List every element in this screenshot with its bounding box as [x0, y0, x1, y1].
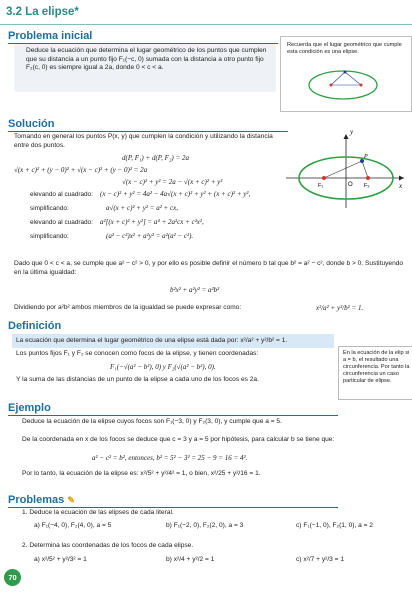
definicion-line-3: F₁(−√(a² − b²), 0) y F₂(√(a² − b²), 0). [110, 363, 216, 371]
hint-box [280, 36, 412, 112]
ejemplo-line-3: Por lo tanto, la ecuación de la elipse es: x²/5² + y²/4² = 1, o bien, x²/25 + y²/16 = 1. [22, 470, 261, 477]
solucion-eq-3: √(x − c)² + y² = 2a − √(x + c)² + y² [122, 178, 223, 186]
definicion-line-1: La ecuación que determina el lugar geométrico de una elipse está dada por: x²/a² + y²/b² = 1. [16, 337, 288, 344]
definicion-highlight [12, 334, 334, 348]
f1-label: F₁ [318, 183, 324, 189]
solucion-eq-7: (a² − c²)x² + a²y² = a²(a² − c²). [106, 232, 194, 240]
ejemplo-underline [8, 415, 338, 416]
x-axis-arrow [399, 176, 404, 181]
label-elevando-2: elevando al cuadrado: [30, 219, 93, 226]
problemas-underline [8, 507, 338, 508]
solucion-eq-9: x²/a² + y²/b² = 1. [316, 304, 364, 312]
problema-2: 2. Determina las coordenadas de los focos de cada elipse. [22, 542, 194, 549]
hint-segment-2 [345, 72, 361, 85]
problema-1a: a) F₁(−4, 0), F₂(4, 0), a = 5 [34, 522, 112, 529]
definicion-heading: Definición [8, 320, 62, 332]
hint-point [344, 71, 347, 74]
ellipse-graph [282, 128, 408, 212]
pencil-icon: ✎ [67, 495, 75, 505]
ejemplo-eq: a² − c² = b², entonces, b² = 5² − 3² = 25 − 9 = 16 = 4². [92, 454, 248, 462]
ejemplo-heading: Ejemplo [8, 402, 51, 414]
problemas-heading [8, 494, 75, 506]
definicion-line-2: Los puntos fijos F₁ y F₂ se conocen como focos de la elipse, y tienen coordenadas: [16, 350, 259, 357]
problema-1b: b) F₁(−2, 0), F₂(2, 0), a = 3 [166, 522, 244, 529]
origin-label: O [348, 182, 353, 188]
hint-ellipse-figure [281, 63, 411, 107]
problema-2a: a) x²/5² + y²/3² = 1 [34, 556, 87, 563]
problema-2b: b) x²/4 + y²/2 = 1 [166, 556, 215, 563]
f2-label: F₂ [364, 183, 370, 189]
y-axis-arrow [344, 134, 349, 139]
page-number: 70 [4, 569, 21, 586]
problema-1c: c) F₁(−1, 0), F₂(1, 0), a = 2 [296, 522, 373, 529]
solucion-underline [8, 131, 288, 132]
distance-pf1 [324, 161, 362, 178]
focus-f2 [366, 176, 370, 180]
y-axis-label: y [350, 128, 354, 136]
solucion-para-1: Dado que 0 < c < a, se cumple que a² − c² > 0, y por ello es posible definir el número b tal que b² = a² − c², donde b > 0. Sustituyendo en la última igualdad: [14, 260, 404, 276]
problemas-heading-text: Problemas [8, 494, 65, 506]
solucion-intro: Tomando en general los puntos P(x, y) que cumplen la condición y utilizando la distancia entre dos puntos. [14, 133, 273, 149]
hint-segment-1 [331, 72, 345, 85]
focus-f1 [322, 176, 326, 180]
problema-1: 1. Deduce la ecuación de las elipses de cada literal. [22, 509, 174, 516]
distance-pf2 [362, 161, 368, 178]
section-title: 3.2 La elipse* [6, 6, 79, 18]
ejemplo-line-2: De la coordenada en x de los focos se deduce que c = 3 y a = 5 por hipótesis, para calcular b se tiene que: [22, 436, 335, 443]
ejemplo-line-1: Deduce la ecuación de la elipse cuyos focos son F₁(−3, 0) y F₂(3, 0), y cumple que a = 5. [22, 418, 282, 425]
solucion-eq-4: (x − c)² + y² = 4a² − 4a√(x + c)² + y² + (x + c)² + y², [100, 190, 251, 198]
p-label: P [364, 154, 368, 160]
label-simplificando-2: simplificando: [30, 233, 69, 240]
definicion-side-text: En la ecuación de la elip si a = b, el resultado una circunferencia. Por tanto la circunferencia un caso particular de elipse. [343, 350, 410, 384]
problema-inicial-box [14, 44, 276, 92]
solucion-para-2: Dividiendo por a²b² ambos miembros de la igualdad se puede expresar como: [14, 304, 242, 311]
hint-focus-2 [360, 84, 363, 87]
solucion-eq-8: b²x² + a²y² = a²b² [170, 286, 220, 294]
label-simplificando: simplificando: [30, 205, 69, 212]
hint-text: Recuerda que el lugar geométrico que cumple esta condición es una elipse. [287, 42, 402, 55]
solucion-eq-6: a²[(x + c)² + y²] = a⁴ + 2a²cx + c²x², [100, 218, 204, 226]
label-elevando: elevando al cuadrado: [30, 191, 93, 198]
definicion-line-4: Y la suma de las distancias de un punto de la elipse a cada uno de los focos es 2a. [16, 376, 259, 383]
solucion-eq-1: d(P, F₁) + d(P, F₂) = 2a [122, 154, 189, 162]
problema-inicial-text: Deduce la ecuación que determina el lugar geométrico de los puntos que cumplen que su distancia a un punto fijo F₁(−c, 0) sumada con la distancia a otro punto fijo F₂(c, 0) es siempre igual a 2a, donde 0 < c < a. [26, 47, 267, 72]
solucion-heading: Solución [8, 118, 55, 130]
solucion-eq-5: a√(x + c)² + y² = a² + cx, [106, 204, 178, 212]
x-axis-label: x [399, 182, 403, 190]
definicion-side-note [338, 346, 412, 400]
section-divider [0, 24, 412, 25]
solucion-eq-2: √(x + c)² + (y − 0)² + √(x − c)² + (y − 0)² = 2a [14, 166, 148, 174]
hint-focus-1 [330, 84, 333, 87]
problema-2c: c) x²/7 + y²/3 = 1 [296, 556, 345, 563]
problema-inicial-heading: Problema inicial [8, 30, 93, 42]
